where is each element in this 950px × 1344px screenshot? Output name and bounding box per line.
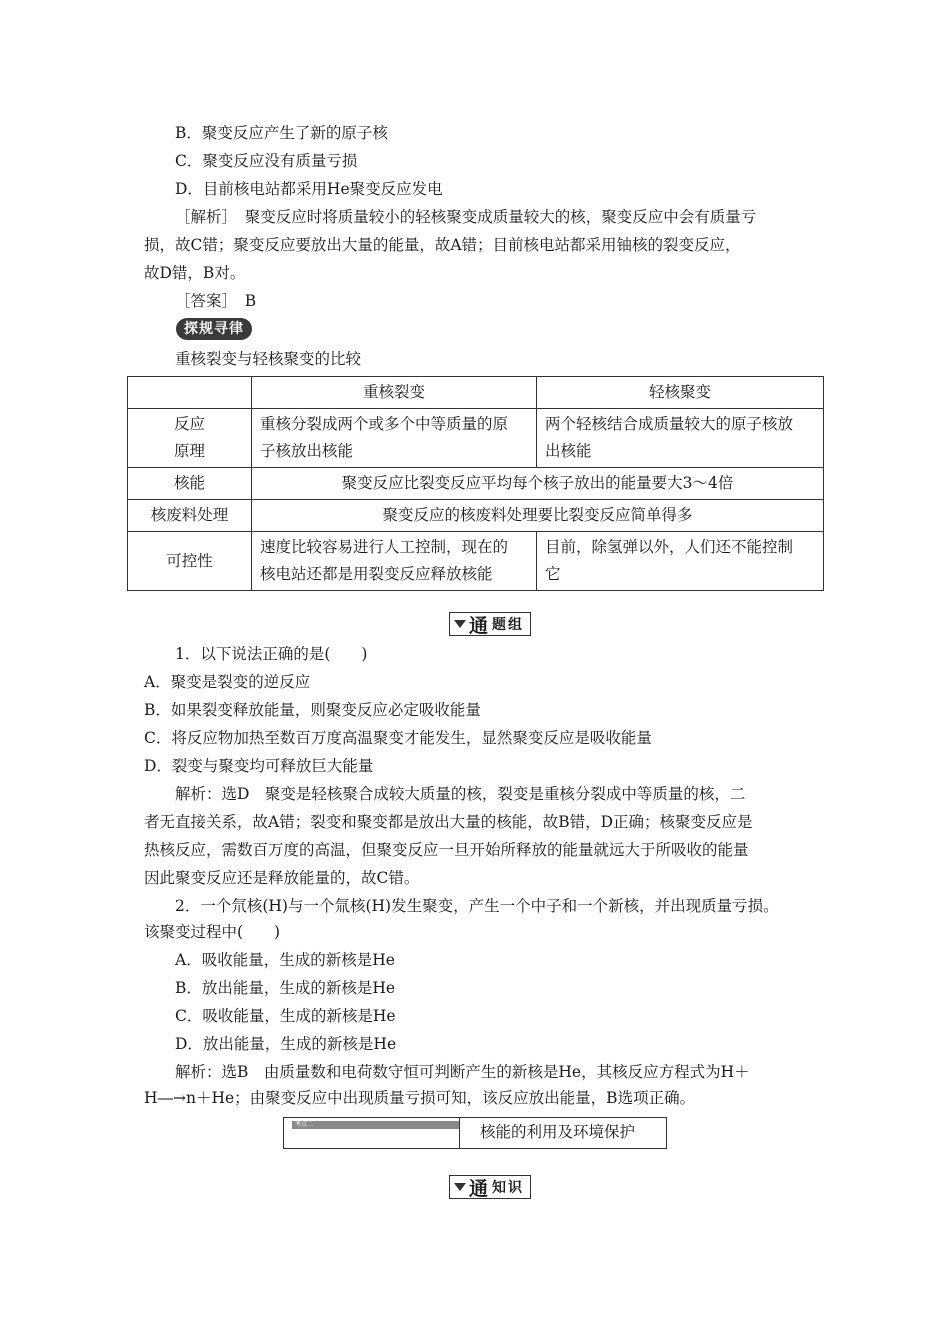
row-label: 核废料处理 [128,500,252,532]
topic-title: 核能的利用及环境保护 [459,1118,666,1148]
section-small-text: 知识 [492,1180,525,1196]
section-small-text: 题组 [492,617,525,633]
q2-stem: 该聚变过程中( ) [144,923,281,941]
option-b: B．聚变反应产生了新的原子核 [175,124,388,142]
cell-fission: 速度比较容易进行人工控制，现在的 核电站还都是用裂变反应释放核能 [252,532,537,591]
q2-option: C．吸收能量，生成的新核是He [175,1007,396,1025]
col-header-fission: 重核裂变 [252,377,537,409]
q1-analysis-line: 者无直接关系，故A错；裂变和聚变都是放出大量的核能，故B错，D正确；核聚变反应是 [144,813,753,831]
q1-analysis-line: 热核反应，需数百万度的高温，但聚变反应一旦开始所释放的能量就远大于所吸收的能量 [144,841,749,859]
table-header-row [128,377,824,409]
answer-line: ［答案］ B [175,292,257,310]
q1-analysis-line: 因此聚变反应还是释放能量的，故C错。 [144,869,420,887]
section-big-char: 通 [469,614,489,637]
col-header-fusion: 轻核聚变 [537,377,824,409]
q2-stem: 2．一个氘核(H)与一个氚核(H)发生聚变，产生一个中子和一个新核，并出现质量亏损。 [175,897,779,915]
row-label: 反应 原理 [128,409,252,468]
cell-merged: 聚变反应的核废料处理要比裂变反应简单得多 [252,500,824,532]
q1-option: B．如果裂变释放能量，则聚变反应必定吸收能量 [144,701,481,719]
cell-fusion: 两个轻核结合成质量较大的原子核放 出核能 [537,409,824,468]
q1-analysis-line: 解析：选D 聚变是轻核聚合成较大质量的核，裂变是重核分裂成中等质量的核，二 [175,785,746,803]
topic-label: 考点二 [292,1121,460,1129]
table-row [128,532,824,591]
cell-fusion: 目前，除氢弹以外，人们还不能控制 它 [537,532,824,591]
triangle-down-icon [454,620,466,628]
cell-fission: 重核分裂成两个或多个中等质量的原 子核放出核能 [252,409,537,468]
table-row [128,468,824,500]
q1-stem: 1．以下说法正确的是( ) [175,645,368,663]
q1-option: C．将反应物加热至数百万度高温聚变才能发生，显然聚变反应是吸收能量 [144,729,652,747]
row-label: 可控性 [128,532,252,591]
tip-badge: 探规寻律 [176,318,252,340]
triangle-down-icon [454,1183,466,1191]
q2-analysis-line: H―→n＋He；由聚变反应中出现质量亏损可知，该反应放出能量，B选项正确。 [144,1089,696,1107]
q2-option: B．放出能量，生成的新核是He [175,979,396,997]
q2-analysis-line: 解析：选B 由质量数和电荷数守恒可判断产生的新核是He，其核反应方程式为H＋ [175,1063,750,1081]
analysis-line: 损，故C错；聚变反应要放出大量的能量，故A错；目前核电站都采用铀核的裂变反应， [144,236,741,254]
topic-header [283,1117,667,1149]
table-corner [128,377,252,409]
analysis-line: ［解析］ 聚变反应时将质量较小的轻核聚变成质量较大的核，聚变反应中会有质量亏 [175,208,757,226]
q1-option: A．聚变是裂变的逆反应 [144,673,311,691]
q2-option: A．吸收能量，生成的新核是He [175,951,395,969]
option-d: D．目前核电站都采用He聚变反应发电 [175,180,443,198]
section-header-tongzhishi [449,1175,531,1199]
comparison-title: 重核裂变与轻核聚变的比较 [175,350,362,368]
analysis-line: 故D错，B对。 [144,264,246,282]
cell-merged: 聚变反应比裂变反应平均每个核子放出的能量要大3～4倍 [252,468,824,500]
option-c: C．聚变反应没有质量亏损 [175,152,358,170]
table-row [128,500,824,532]
table-row [128,409,824,468]
section-big-char: 通 [469,1177,489,1200]
q2-option: D．放出能量，生成的新核是He [175,1035,397,1053]
section-header-tongtizu [449,612,531,636]
q1-option: D．裂变与聚变均可释放巨大能量 [144,757,374,775]
comparison-table [127,376,824,591]
row-label: 核能 [128,468,252,500]
